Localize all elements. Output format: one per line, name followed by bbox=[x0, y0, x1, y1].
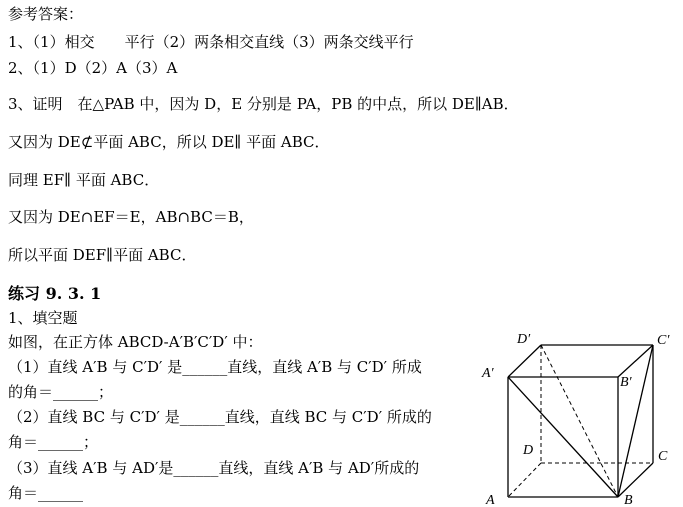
label-c1: C′ bbox=[657, 333, 670, 348]
label-d: D bbox=[523, 443, 534, 458]
exercise-subtitle: 1、填空题 bbox=[8, 309, 78, 327]
diag-c1b bbox=[618, 345, 653, 497]
answer-q3-line5: 所以平面 DEF∥平面 ABC． bbox=[8, 246, 197, 264]
label-b1: B′ bbox=[620, 375, 632, 390]
answer-header: 参考答案： bbox=[8, 5, 84, 23]
edge-d1a1 bbox=[508, 345, 541, 377]
label-b: B bbox=[624, 493, 633, 507]
exercise-p2-line2: 角＝______； bbox=[8, 433, 99, 451]
exercise-p3-line1: （3）直线 A′B 与 AD′是______直线，直线 A′B 与 AD′所成的 bbox=[8, 459, 420, 477]
exercise-title: 练习 9. 3. 1 bbox=[8, 284, 102, 303]
exercise-p2-line1: （2）直线 BC 与 C′D′ 是______直线，直线 BC 与 C′D′ 所成的 bbox=[8, 408, 432, 426]
exercise-intro: 如图，在正方体 ABCD-A′B′C′D′ 中： bbox=[8, 333, 263, 351]
edge-b1c1 bbox=[618, 345, 653, 377]
answer-q3-line4: 又因为 DE∩EF＝E，AB∩BC＝B， bbox=[8, 208, 254, 226]
cube-figure bbox=[478, 325, 683, 507]
exercise-p1-line2: 的角＝______； bbox=[8, 383, 114, 401]
answer-q3-line3: 同理 EF∥ 平面 ABC． bbox=[8, 171, 160, 189]
exercise-p1-line1: （1）直线 A′B 与 C′D′ 是______直线，直线 A′B 与 C′D′ 所成 bbox=[8, 358, 422, 376]
hidden-diag-d1b bbox=[541, 345, 618, 497]
hidden-edge-da bbox=[508, 463, 541, 497]
diag-a1b bbox=[508, 377, 618, 497]
answer-q2: 2、（1）D（2）A（3）A bbox=[8, 59, 178, 77]
label-a1: A′ bbox=[482, 366, 494, 381]
answer-q3-line2: 又因为 DE⊄平面 ABC，所以 DE∥ 平面 ABC． bbox=[8, 133, 330, 151]
edge-bc bbox=[618, 463, 653, 497]
answer-q1: 1、（1）相交 平行（2）两条相交直线（3）两条交线平行 bbox=[8, 33, 414, 51]
label-d1: D′ bbox=[517, 332, 531, 347]
label-c: C bbox=[658, 449, 668, 464]
answer-q3-line1: 3、证明 在△PAB 中，因为 D，E 分别是 PA，PB 的中点，所以 DE∥AB． bbox=[8, 95, 519, 113]
exercise-p3-line2: 角＝______ bbox=[8, 484, 84, 502]
label-a: A bbox=[486, 493, 495, 507]
